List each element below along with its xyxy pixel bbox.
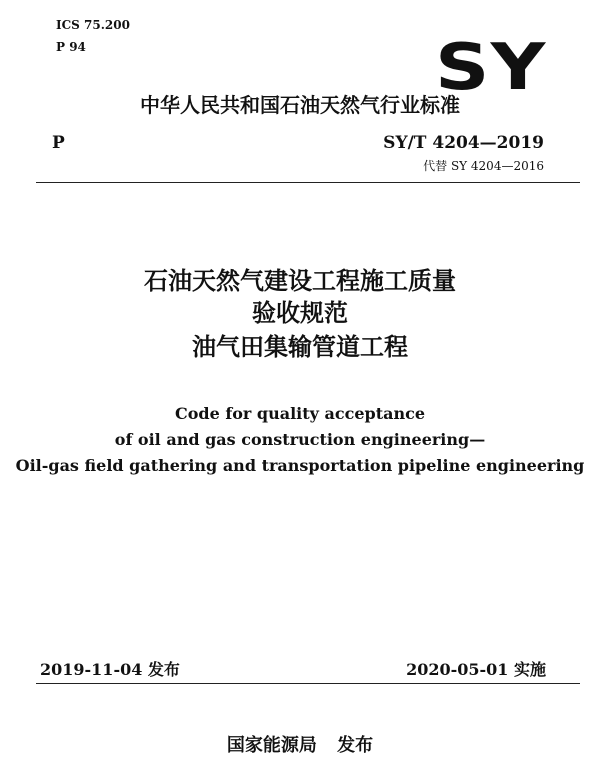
top-divider bbox=[36, 182, 580, 183]
standard-type-heading: 中华人民共和国石油天然气行业标准 bbox=[140, 93, 460, 117]
implement-date: 2020-05-01 bbox=[406, 660, 509, 679]
sy-logo: SY bbox=[434, 31, 546, 105]
bottom-divider bbox=[36, 683, 580, 684]
ics-code: ICS 75.200 bbox=[56, 18, 130, 32]
classification-code: P 94 bbox=[56, 40, 86, 54]
title-cn-line-2: 验收规范 bbox=[252, 299, 348, 327]
title-en-line-1: Code for quality acceptance bbox=[174, 404, 426, 423]
implement-date-block bbox=[406, 657, 546, 680]
publisher-action: 发布 bbox=[337, 735, 374, 756]
issue-label: 发布 bbox=[147, 660, 180, 679]
title-en-line-3: Oil-gas field gathering and transportation pipeline engineering bbox=[15, 456, 585, 475]
issue-date-block bbox=[40, 657, 180, 680]
title-en-line-2: of oil and gas construction engineering— bbox=[114, 430, 486, 449]
publisher-line bbox=[0, 731, 600, 757]
issue-date: 2019-11-04 bbox=[40, 660, 143, 679]
standard-number: SY/T 4204—2019 bbox=[383, 133, 544, 153]
replaces-note: 代替 SY 4204—2016 bbox=[423, 159, 544, 173]
title-cn-line-1: 石油天然气建设工程施工质量 bbox=[144, 267, 456, 295]
title-cn-line-3: 油气田集输管道工程 bbox=[192, 333, 408, 361]
publisher-name: 国家能源局 bbox=[226, 735, 317, 756]
implement-label: 实施 bbox=[513, 660, 546, 679]
category-letter: P bbox=[52, 133, 65, 153]
